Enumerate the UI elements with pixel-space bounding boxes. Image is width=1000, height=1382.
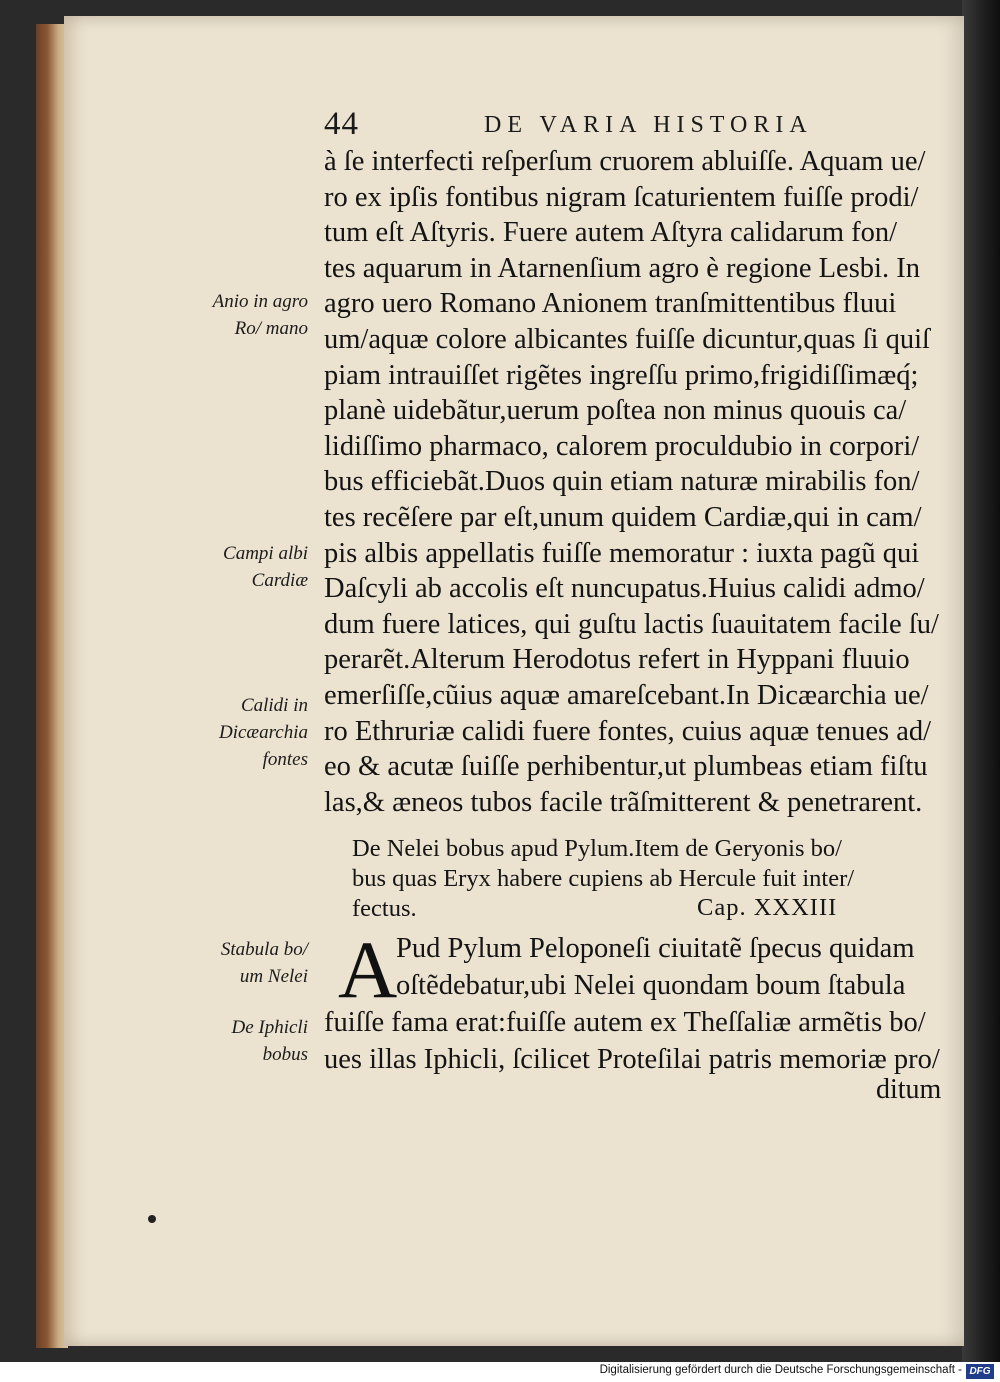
text-line: bus efficiebãt.Duos quin etiam naturæ mirabilis fon/	[324, 466, 920, 498]
chapter-title-line: fectus.	[352, 895, 417, 922]
text-line: Pud Pylum Peloponeſi ciuitatẽ ſpecus quidam	[396, 933, 915, 964]
text-line: pis albis appellatis fuiſſe memoratur : iuxta pagũ qui	[324, 537, 920, 569]
text-line: um/aquæ colore albicantes fuiſſe dicuntur,quas ſi quiſ	[324, 323, 930, 355]
text-line: à ſe interfecti reſperſum cruorem abluiſſe. Aquam ue/	[324, 146, 926, 177]
text-line: tes aquarum in Atarnenſium agro è regione Lesbi. In	[324, 252, 920, 284]
text-line: eo & acutæ ſuiſſe perhibentur,ut plumbeas etiam fiſtu	[324, 751, 928, 783]
chapter-text-block	[324, 924, 954, 1078]
text-line: ues illas Iphicli, ſcilicet Proteſilai patris memoriæ pro/	[324, 1044, 940, 1075]
page-header	[324, 106, 824, 146]
text-line: dum fuere latices, qui guſtu lactis ſuauitatem facile ſu/	[324, 608, 939, 640]
text-line: las,& æneos tubos facile trãſmitterent & penetrarent.	[324, 786, 923, 818]
drop-capital: A	[338, 924, 398, 1015]
chapter-number: Cap. XXXIII	[697, 894, 838, 921]
ink-dot	[148, 1215, 156, 1223]
text-line: Daſcyli ab accolis eſt nuncupatus.Huius calidi admo/	[324, 573, 925, 605]
margin-note-campi-albi: Campi albi Cardiæ	[223, 543, 308, 591]
margin-note-iphicli: De Iphicli bobus	[231, 1017, 308, 1065]
text-line: lidiſſimo pharmaco, calorem proculdubio in corpori/	[324, 430, 920, 462]
text-line: ro ex ipſis fontibus nigram ſcaturientem fuiſſe prodi/	[324, 181, 919, 213]
text-line: piam intrauiſſet rigẽtes ingreſſu primo,frigidiſſimæq́;	[324, 359, 919, 391]
main-text-block	[324, 144, 954, 820]
text-line: planè uidebãtur,uerum poſtea non minus quouis ca/	[324, 395, 907, 427]
text-line: fuiſſe fama erat:fuiſſe autem ex Theſſaliæ armẽtis bo/	[324, 1007, 926, 1038]
text-line: oſtẽdebatur,ubi Nelei quondam boum ſtabula	[396, 970, 906, 1001]
text-line: tes recẽſere par eſt,unum quidem Cardiæ,qui in cam/	[324, 501, 922, 533]
margin-note-stabula: Stabula bo/ um Nelei	[220, 939, 308, 987]
catchword: ditum	[876, 1074, 942, 1105]
text-line: agro uero Romano Anionem tranſmittentibus fluui	[324, 288, 897, 320]
running-head: DE VARIA HISTORIA	[484, 112, 813, 138]
text-line: perarẽt.Alterum Herodotus refert in Hyppani fluuio	[324, 644, 910, 676]
chapter-title-line: De Nelei bobus apud Pylum.Item de Geryonis bo/	[352, 835, 842, 862]
margin-note-calidi: Calidi in Dicæarchia fontes	[218, 695, 308, 770]
digitization-footer	[0, 1362, 1000, 1382]
margin-note-anio: Anio in agro Ro/ mano	[212, 291, 308, 339]
chapter-heading	[352, 834, 942, 924]
book-binding-edge	[962, 0, 1000, 1362]
folio-number: 44	[324, 106, 359, 142]
text-line: ro Ethruriæ calidi fuere fontes, cuius aquæ tenues ad/	[324, 715, 932, 747]
footer-credit: Digitalisierung gefördert durch die Deutsche Forschungsgemeinschaft -	[599, 1364, 962, 1376]
dfg-logo-icon: DFG	[966, 1364, 994, 1379]
chapter-title-line: bus quas Eryx habere cupiens ab Hercule fuit inter/	[352, 865, 855, 892]
text-line: emerſiſſe,cũius aquæ amareſcebant.In Dicæarchia ue/	[324, 679, 929, 711]
text-line: tum eſt Aſtyris. Fuere autem Aſtyra calidarum fon/	[324, 217, 898, 249]
